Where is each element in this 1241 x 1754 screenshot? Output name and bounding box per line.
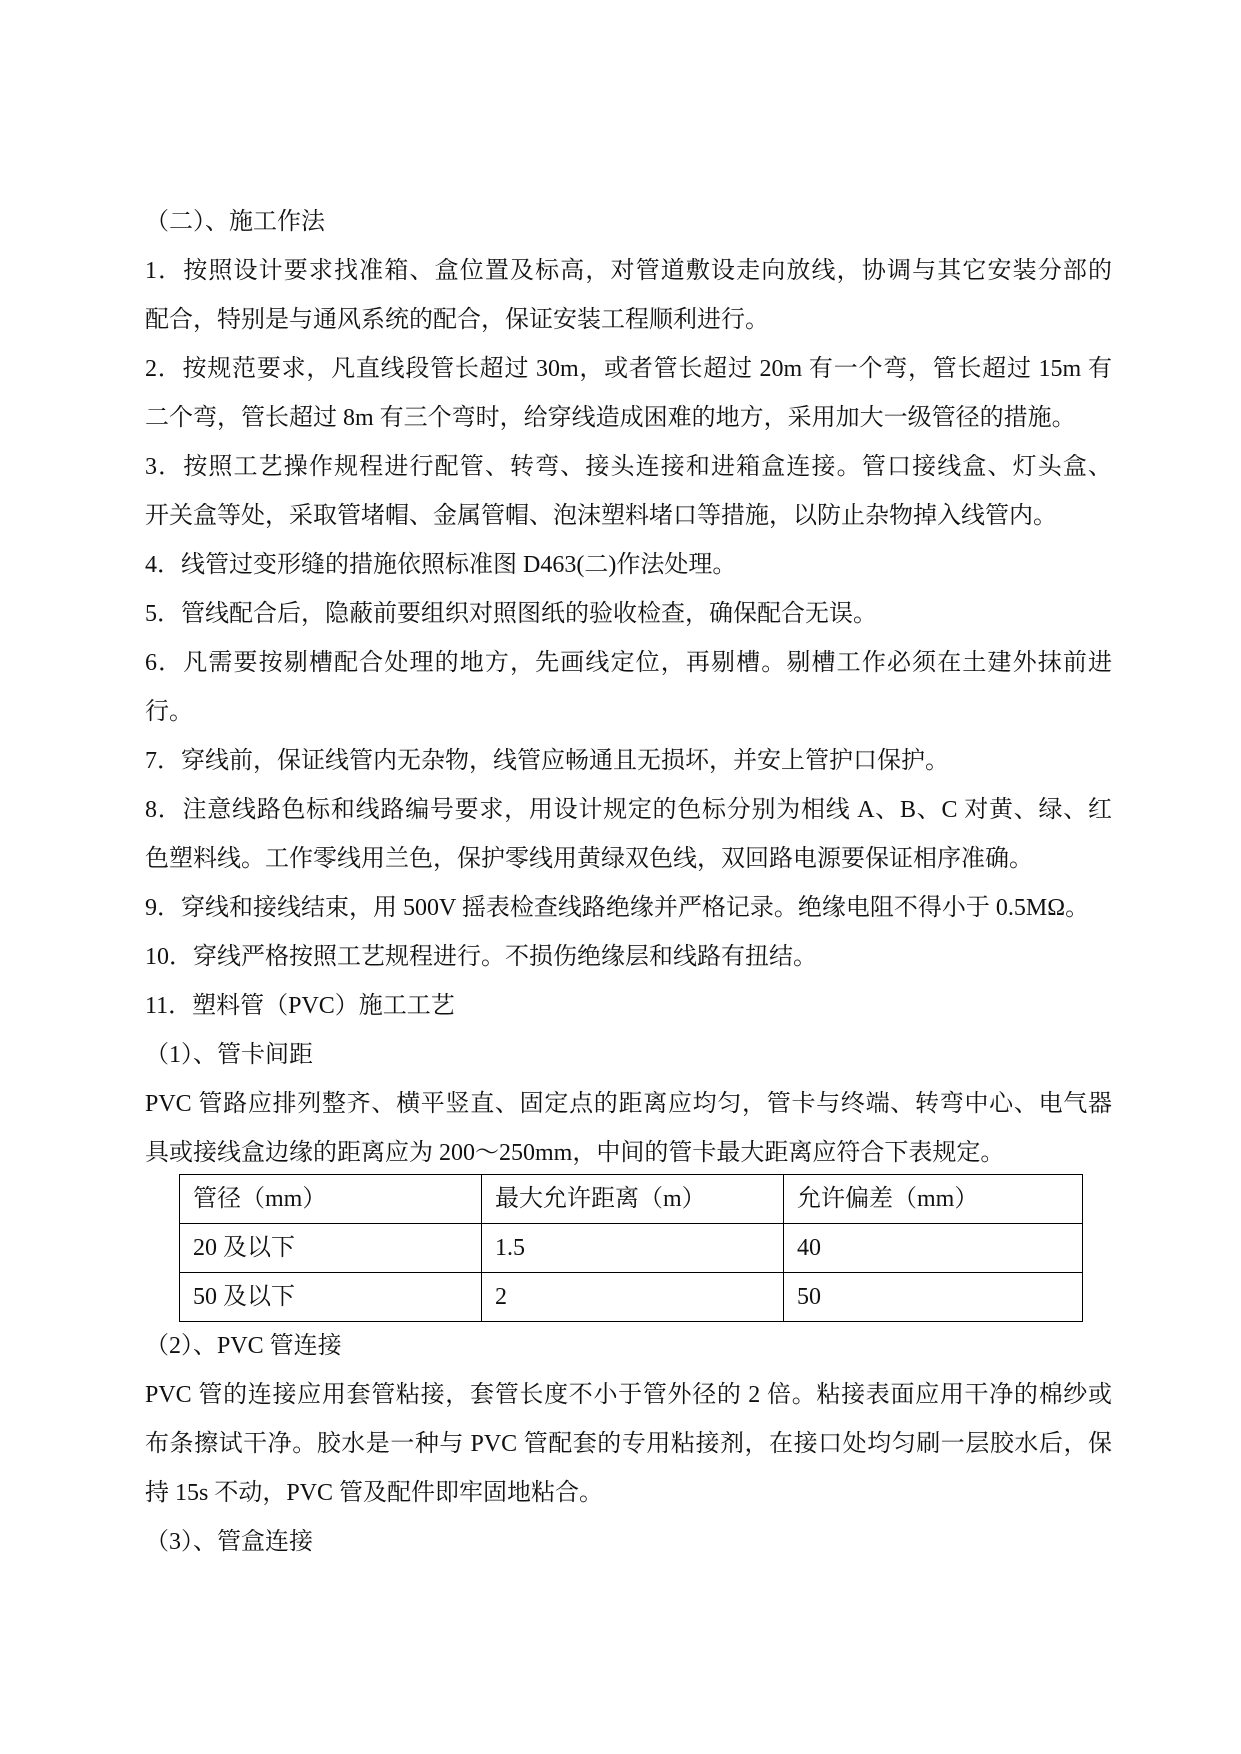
step-item-8 <box>145 786 1112 884</box>
step-item-5 <box>145 590 1112 639</box>
table-header-row <box>180 1175 1083 1224</box>
paragraph-line: 布条擦试干净。胶水是一种与 PVC 管配套的专用粘接剂，在接口处均匀刷一层胶水后，保 <box>145 1431 1112 1457</box>
step-item-2 <box>145 345 1112 443</box>
step-item-3 <box>145 443 1112 541</box>
table-cell: 50 <box>784 1273 1083 1322</box>
step-line: 10．穿线严格按照工艺规程进行。不损伤绝缘层和线路有扭结。 <box>145 944 817 970</box>
paragraph-line: PVC 管路应排列整齐、横平竖直、固定点的距离应均匀，管卡与终端、转弯中心、电气器 <box>145 1091 1112 1117</box>
step-item-9 <box>145 884 1112 933</box>
subsection-box-connection <box>145 1518 1112 1567</box>
step-line: 色塑料线。工作零线用兰色，保护零线用黄绿双色线，双回路电源要保证相序准确。 <box>145 846 1033 872</box>
table-cell: 1.5 <box>482 1224 784 1273</box>
step-item-1 <box>145 247 1112 345</box>
step-line: 3．按照工艺操作规程进行配管、转弯、接头连接和进箱盒连接。管口接线盒、灯头盒、 <box>145 454 1112 480</box>
table-cell: 20 及以下 <box>180 1224 482 1273</box>
table-header-cell: 管径（mm） <box>180 1175 482 1224</box>
step-line: 开关盒等处，采取管堵帽、金属管帽、泡沫塑料堵口等措施，以防止杂物掉入线管内。 <box>145 503 1057 529</box>
step-item-6 <box>145 639 1112 737</box>
step-line: 8．注意线路色标和线路编号要求，用设计规定的色标分别为相线 A、B、C 对黄、绿、红 <box>145 797 1112 823</box>
table-row <box>180 1224 1083 1273</box>
step-item-10 <box>145 933 1112 982</box>
pvc-section <box>145 982 1112 1567</box>
table-header-cell: 允许偏差（mm） <box>784 1175 1083 1224</box>
subsection-title: （3）、管盒连接 <box>145 1529 313 1555</box>
paragraph-line: 具或接线盒边缘的距离应为 200～250mm，中间的管卡最大距离应符合下表规定。 <box>145 1140 1005 1166</box>
subsection-pipe-clip-spacing <box>145 1031 1112 1322</box>
pvc-section-title: 11．塑料管（PVC）施工工艺 <box>145 993 455 1019</box>
table-cell: 50 及以下 <box>180 1273 482 1322</box>
step-line: 7．穿线前，保证线管内无杂物，线管应畅通且无损坏，并安上管护口保护。 <box>145 748 949 774</box>
table-cell: 40 <box>784 1224 1083 1273</box>
table-cell: 2 <box>482 1273 784 1322</box>
pipe-clip-spacing-table <box>179 1174 1083 1322</box>
step-line: 配合，特别是与通风系统的配合，保证安装工程顺利进行。 <box>145 307 769 333</box>
step-line: 6．凡需要按剔槽配合处理的地方，先画线定位，再剔槽。剔槽工作必须在土建外抹前进 <box>145 650 1112 676</box>
step-line: 二个弯，管长超过 8m 有三个弯时，给穿线造成困难的地方，采用加大一级管径的措施。 <box>145 405 1076 431</box>
step-item-7 <box>145 737 1112 786</box>
section-heading: （二）、施工作法 <box>145 209 325 235</box>
subsection-pvc-connection <box>145 1322 1112 1518</box>
step-line: 5．管线配合后，隐蔽前要组织对照图纸的验收检查，确保配合无误。 <box>145 601 877 627</box>
paragraph-line: PVC 管的连接应用套管粘接，套管长度不小于管外径的 2 倍。粘接表面应用干净的棉纱或 <box>145 1382 1112 1408</box>
subsection-title: （1）、管卡间距 <box>145 1042 313 1068</box>
document-body <box>145 198 1112 1567</box>
step-item-4 <box>145 541 1112 590</box>
table-row <box>180 1273 1083 1322</box>
table-header-cell: 最大允许距离（m） <box>482 1175 784 1224</box>
subsection-title: （2）、PVC 管连接 <box>145 1333 342 1359</box>
step-line: 行。 <box>145 699 193 725</box>
step-line: 1．按照设计要求找准箱、盒位置及标高，对管道敷设走向放线，协调与其它安装分部的 <box>145 258 1112 284</box>
step-line: 9．穿线和接线结束，用 500V 摇表检查线路绝缘并严格记录。绝缘电阻不得小于 0.5MΩ。 <box>145 895 1090 921</box>
step-line: 2．按规范要求，凡直线段管长超过 30m，或者管长超过 20m 有一个弯，管长超过 15m 有 <box>145 356 1112 382</box>
paragraph-line: 持 15s 不动，PVC 管及配件即牢固地粘合。 <box>145 1480 604 1506</box>
step-line: 4．线管过变形缝的措施依照标准图 D463(二)作法处理。 <box>145 552 737 578</box>
